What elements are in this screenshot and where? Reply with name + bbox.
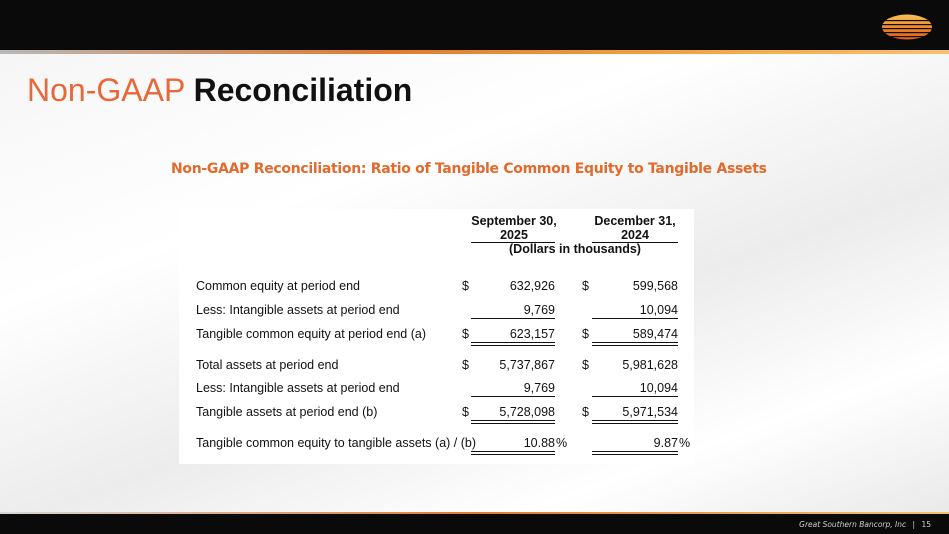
value-col2: 589,474: [632, 327, 678, 341]
col1-header-line2: 2025: [500, 228, 528, 242]
currency-symbol: $: [462, 358, 469, 372]
top-bar: [0, 0, 949, 50]
col2-header-line2: 2024: [621, 228, 649, 242]
value-col2: 10,094: [639, 381, 678, 395]
row-label: Tangible common equity to tangible assets (a) / (b): [196, 436, 476, 450]
row-label: Common equity at period end: [196, 279, 360, 293]
title-part-nongaap: Non-GAAP: [27, 72, 185, 108]
subtotal-underline: [471, 318, 555, 319]
col1-header-line1: September 30,: [471, 214, 557, 228]
value-col1: 9,769: [523, 381, 555, 395]
col2-header-line1: December 31,: [594, 214, 676, 228]
footer-company: Great Southern Bancorp, Inc: [799, 520, 907, 529]
total-double-underline: [471, 342, 555, 346]
subtotal-underline: [471, 396, 555, 397]
row-label: Less: Intangible assets at period end: [196, 303, 400, 317]
title-part-reconciliation: Reconciliation: [193, 72, 413, 108]
page-title: [27, 70, 412, 110]
value-col2: 9.87: [653, 436, 678, 450]
top-accent-line: [0, 50, 949, 54]
table-subtitle: Non-GAAP Reconciliation: Ratio of Tangible Common Equity to Tangible Assets: [171, 161, 767, 177]
currency-symbol: $: [582, 279, 589, 293]
value-col1: 623,157: [509, 327, 555, 341]
page-number: 15: [921, 520, 931, 529]
percent-sign: %: [556, 436, 568, 450]
total-double-underline: [592, 342, 678, 346]
currency-symbol: $: [462, 279, 469, 293]
value-col2: 599,568: [632, 279, 678, 293]
value-col2: 10,094: [639, 303, 678, 317]
total-double-underline: [471, 451, 555, 455]
value-col1: 632,926: [509, 279, 555, 293]
footer: [799, 520, 931, 529]
total-double-underline: [592, 451, 678, 455]
value-col1: 9,769: [523, 303, 555, 317]
subtotal-underline: [592, 396, 678, 397]
currency-symbol: $: [462, 327, 469, 341]
reconciliation-table: [179, 209, 694, 464]
subtotal-underline: [592, 318, 678, 319]
value-col1: 5,737,867: [499, 358, 555, 372]
value-col2: 5,971,534: [622, 405, 678, 419]
total-double-underline: [592, 420, 678, 424]
row-label: Less: Intangible assets at period end: [196, 381, 400, 395]
total-double-underline: [471, 420, 555, 424]
percent-sign: %: [679, 436, 691, 450]
units-label: (Dollars in thousands): [509, 242, 641, 256]
company-logo-icon: [882, 14, 932, 40]
currency-symbol: $: [582, 358, 589, 372]
value-col2: 5,981,628: [622, 358, 678, 372]
row-label: Tangible assets at period end (b): [196, 405, 378, 419]
value-col1: 5,728,098: [499, 405, 555, 419]
currency-symbol: $: [582, 405, 589, 419]
value-col1: 10.88: [523, 436, 555, 450]
currency-symbol: $: [582, 327, 589, 341]
footer-separator: |: [912, 520, 916, 529]
row-label: Total assets at period end: [196, 358, 339, 372]
currency-symbol: $: [462, 405, 469, 419]
row-label: Tangible common equity at period end (a): [196, 327, 426, 341]
